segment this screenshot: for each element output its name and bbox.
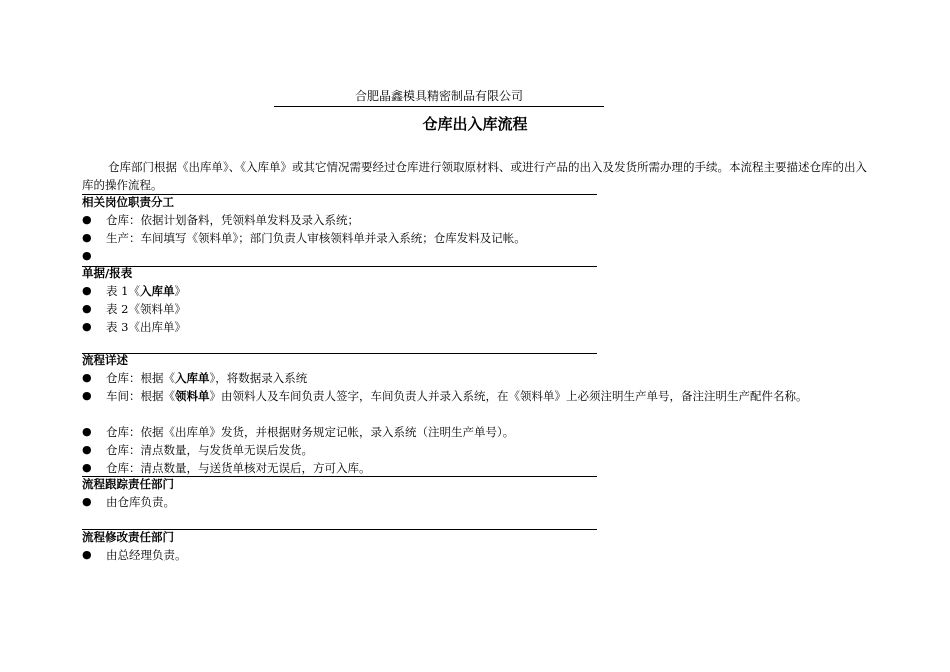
bullet-icon: ● (82, 320, 92, 333)
list-item (82, 423, 872, 441)
list-item-text: 仓库：根据《入库单》，将数据录入系统 (106, 371, 308, 385)
bullet-icon: ● (82, 548, 92, 561)
list-item (82, 546, 872, 564)
list-item-text: 车间：根据《领料单》由领料人及车间负责人签字，车间负责人并录入系统，在《领料单》上必须注明生产单号，备注注明生产配件名称。 (106, 389, 808, 403)
list-item-text: 由仓库负责。 (106, 495, 175, 509)
list-item-text: 生产：车间填写《领料单》；部门负责人审核领料单并录入系统；仓库发料及记帐。 (106, 231, 526, 245)
list-item (82, 229, 872, 247)
list-item-text: 由总经理负责。 (106, 548, 187, 562)
company-name: 合肥晶鑫模具精密制品有限公司 (354, 89, 523, 103)
section-heading-tracking: 流程跟踪责任部门 (82, 477, 174, 491)
list-item (82, 247, 872, 265)
list-item-text: 表 3《出库单》 (106, 320, 186, 334)
list-item (82, 441, 872, 459)
list-item (82, 282, 872, 300)
list-item (82, 300, 872, 318)
bullet-icon: ● (82, 443, 92, 456)
section-divider (82, 266, 597, 267)
bullet-icon: ● (82, 461, 92, 474)
list-item-text: 仓库：清点数量，与发货单无误后发货。 (106, 443, 313, 457)
bullet-icon: ● (82, 371, 92, 384)
list-item (82, 459, 872, 477)
list-item-text: 仓库：依据《出库单》发货，并根据财务规定记帐，录入系统（注明生产单号）。 (106, 425, 515, 439)
bullet-icon: ● (82, 302, 92, 315)
list-item (82, 369, 872, 387)
section-heading-revision: 流程修改责任部门 (82, 530, 174, 544)
section-heading-duties: 相关岗位职责分工 (82, 195, 174, 209)
bullet-icon: ● (82, 389, 92, 402)
list-item (82, 493, 872, 511)
list-item (82, 387, 872, 405)
header-divider (274, 106, 604, 107)
section-heading-details: 流程详述 (82, 353, 128, 367)
section-heading-forms: 单据/报表 (82, 266, 133, 280)
list-item (82, 211, 872, 229)
intro-paragraph: 仓库部门根据《出库单》、《入库单》或其它情况需要经过仓库进行领取原材料、或进行产品的出入及发货所需办理的手续。本流程主要描述仓库的出入库的操作流程。 (82, 160, 867, 192)
list-item-text: 表 1《入库单》 (106, 284, 186, 298)
bullet-icon: ● (82, 213, 92, 226)
section-divider (82, 353, 597, 354)
list-item-text: 仓库：清点数量，与送货单核对无误后，方可入库。 (106, 461, 371, 475)
bullet-icon: ● (82, 231, 92, 244)
document-title: 仓库出入库流程 (422, 115, 528, 133)
bullet-icon: ● (82, 425, 92, 438)
bullet-icon: ● (82, 284, 92, 297)
list-item-text (106, 247, 872, 265)
bullet-icon: ● (82, 249, 92, 262)
list-item-text: 仓库：依据计划备料，凭领料单发料及录入系统； (106, 213, 359, 227)
list-item (82, 318, 872, 336)
list-item-text: 表 2《领料单》 (106, 302, 186, 316)
bullet-icon: ● (82, 495, 92, 508)
